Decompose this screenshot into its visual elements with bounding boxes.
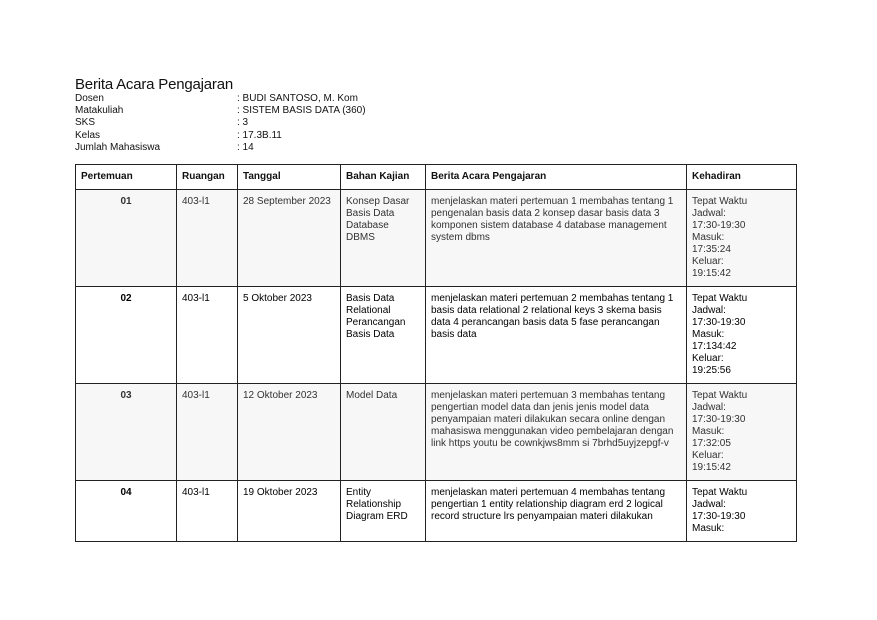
cell-pertemuan: 03 (76, 384, 177, 481)
table-row (76, 481, 797, 542)
jadwal-value: 17:30-19:30 (692, 511, 746, 522)
masuk-value: 17:32:05 (692, 438, 731, 449)
cell-ruangan: 403-l1 (177, 384, 238, 481)
jadwal-label: Jadwal: (692, 499, 726, 510)
meta-label: Dosen (75, 93, 104, 104)
cell-kehadiran (687, 384, 797, 481)
meta-label: Matakuliah (75, 105, 124, 117)
meta-label: Kelas (75, 129, 101, 141)
cell-kehadiran (687, 481, 797, 542)
cell-bahan-kajian: Konsep Dasar Basis Data Database DBMS (341, 190, 426, 287)
meta-row-kelas (75, 130, 366, 142)
table-row (76, 287, 797, 384)
meta-row-sks (75, 117, 366, 129)
cell-tanggal: 28 September 2023 (238, 190, 341, 287)
column-header-kehadiran: Kehadiran (687, 165, 797, 190)
cell-berita-acara: menjelaskan materi pertemuan 4 membahas tentang pengertian 1 entity relationship diagram erd 2 logical record structure lrs penyampaian materi dilakukan (426, 481, 687, 542)
cell-ruangan: 403-l1 (177, 190, 238, 287)
jadwal-value: 17:30-19:30 (692, 414, 746, 425)
cell-tanggal: 19 Oktober 2023 (238, 481, 341, 542)
keluar-label: Keluar: (692, 353, 724, 364)
cell-pertemuan: 04 (76, 481, 177, 542)
keluar-value: 19:15:42 (692, 268, 731, 279)
keluar-label: Keluar: (692, 256, 724, 267)
masuk-label: Masuk: (692, 232, 725, 243)
cell-ruangan: 403-l1 (177, 481, 238, 542)
cell-ruangan: 403-l1 (177, 287, 238, 384)
keluar-value: 19:15:42 (692, 462, 731, 473)
column-header-ruangan: Ruangan (177, 165, 238, 190)
masuk-label: Masuk: (692, 523, 725, 534)
berita-acara-table (75, 164, 797, 542)
cell-tanggal: 5 Oktober 2023 (238, 287, 341, 384)
meta-label: Jumlah Mahasiswa (75, 141, 161, 153)
attendance-status: Tepat Waktu (692, 293, 748, 304)
column-header-bahan-kajian: Bahan Kajian (341, 165, 426, 190)
table-header-row (76, 165, 797, 190)
cell-bahan-kajian: Entity Relationship Diagram ERD (341, 481, 426, 542)
jadwal-label: Jadwal: (692, 402, 726, 413)
meta-row-jumlah-mahasiswa (75, 142, 366, 154)
attendance-status: Tepat Waktu (692, 196, 748, 207)
cell-tanggal: 12 Oktober 2023 (238, 384, 341, 481)
column-header-pertemuan: Pertemuan (76, 165, 177, 190)
document-meta (75, 93, 366, 154)
cell-pertemuan: 01 (76, 190, 177, 287)
cell-bahan-kajian: Basis Data Relational Perancangan Basis Data (341, 287, 426, 384)
attendance-status: Tepat Waktu (692, 390, 748, 401)
cell-berita-acara: menjelaskan materi pertemuan 2 membahas tentang 1 basis data relational 2 relational keys 3 skema basis data 4 perancangan basis data 5 fase perancangan basis data (426, 287, 687, 384)
table-row (76, 384, 797, 481)
meta-value: : BUDI SANTOSO, M. Kom (237, 93, 358, 104)
cell-berita-acara: menjelaskan materi pertemuan 1 membahas tentang 1 pengenalan basis data 2 konsep dasar basis data 3 komponen sistem database 4 database management system dbms (426, 190, 687, 287)
cell-bahan-kajian: Model Data (341, 384, 426, 481)
meta-label: SKS (75, 117, 96, 129)
masuk-label: Masuk: (692, 426, 725, 437)
masuk-value: 17:35:24 (692, 244, 731, 255)
cell-kehadiran (687, 190, 797, 287)
meta-value: : 14 (237, 141, 254, 153)
page-title: Berita Acara Pengajaran (75, 76, 234, 93)
table-row (76, 190, 797, 287)
meta-row-dosen (75, 93, 366, 105)
meta-value: : 3 (237, 117, 249, 129)
column-header-tanggal: Tanggal (238, 165, 341, 190)
keluar-value: 19:25:56 (692, 365, 731, 376)
cell-pertemuan: 02 (76, 287, 177, 384)
jadwal-label: Jadwal: (692, 208, 726, 219)
column-header-berita-acara: Berita Acara Pengajaran (426, 165, 687, 190)
keluar-label: Keluar: (692, 450, 724, 461)
masuk-value: 17:134:42 (692, 341, 737, 352)
meta-value: : 17.3B.11 (237, 129, 282, 141)
cell-berita-acara: menjelaskan materi pertemuan 3 membahas tentang pengertian model data dan jenis jenis model data penyampaian materi dilakukan secara online dengan mahasiswa menggunakan video pembelajaran dengan link https youtu be cownkjws8mm si 7brhd5uyjzepgf-v (426, 384, 687, 481)
jadwal-value: 17:30-19:30 (692, 220, 746, 231)
masuk-label: Masuk: (692, 329, 725, 340)
meta-value: : SISTEM BASIS DATA (360) (237, 105, 366, 117)
jadwal-label: Jadwal: (692, 305, 726, 316)
jadwal-value: 17:30-19:30 (692, 317, 746, 328)
attendance-status: Tepat Waktu (692, 487, 748, 498)
cell-kehadiran (687, 287, 797, 384)
meta-row-matakuliah (75, 105, 366, 117)
